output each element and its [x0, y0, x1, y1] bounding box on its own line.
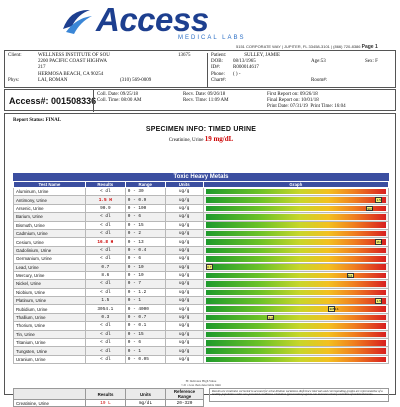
table-row [14, 297, 389, 305]
range-gradient-bar [206, 231, 386, 237]
first-report-date: 09/26/18 [299, 92, 318, 97]
test-result: < dl [85, 229, 125, 237]
test-name: Thallium, Urine [14, 313, 86, 321]
range-gradient-bar [206, 222, 386, 228]
test-range: 0 - 0.1 [125, 322, 165, 330]
test-result: 0.7 [85, 263, 125, 271]
test-name: Bismuth, Urine [14, 221, 86, 229]
patient-name: SULLEY, JAMIE [244, 53, 280, 58]
test-result: 1.5 [85, 297, 125, 305]
interpretation-note: Results are creatinine corrected to account for urine dilution variations. Reference intervals and corresponding graphs are representative of a healthy population under non-provoked conditions. Chelation (provocation) agents can increase urinary excretion of metals/elements. [209, 388, 389, 402]
test-range: 0 - 15 [125, 221, 165, 229]
test-result: 8.6 [85, 271, 125, 279]
test-result: < dl [85, 188, 125, 196]
range-gradient-bar [206, 357, 386, 363]
report-dates: First Report on: 09/26/18 Final Report on: 10/01/18 Print Date: 07/31/19 Print Time: 16:04 [267, 92, 346, 110]
range-gradient-bar [206, 189, 386, 195]
test-name: Cadmium, Urine [14, 229, 86, 237]
range-gradient-bar [206, 197, 386, 203]
range-gradient-bar [206, 206, 386, 212]
test-units: ug/g [165, 339, 203, 347]
range-gradient-bar [206, 340, 386, 346]
test-result: 0.3 [85, 313, 125, 321]
test-result: < dl [85, 255, 125, 263]
test-graph [203, 204, 388, 212]
test-range: 0 - 13 [125, 238, 165, 246]
result-marker: 16.8 [376, 240, 383, 245]
test-result: < dl [85, 355, 125, 363]
column-header-range: Range [125, 182, 165, 188]
client-city: HERMOSA BEACH, CA 90254 [38, 71, 104, 77]
table-row [14, 305, 389, 313]
lab-address-line: 5151 CORPORATE WAY | JUPITER, FL 33458-3101 | (866) 720-8386 Page 1 [236, 44, 378, 50]
test-range: 0 - 0.4 [125, 246, 165, 254]
table-row [14, 221, 389, 229]
swoosh-logo-icon [60, 4, 94, 38]
footnote-dl: < dl = less than detectable limit [180, 383, 222, 387]
table-row [14, 204, 389, 212]
client-address-1: 2200 PACIFIC COAST HIGHWA [38, 59, 108, 65]
test-result: < dl [85, 280, 125, 288]
test-range: 0 - 7 [125, 280, 165, 288]
test-graph [203, 322, 388, 330]
table-row [14, 229, 389, 237]
test-units: ug/g [165, 288, 203, 296]
result-marker: 0.7 [207, 265, 212, 270]
test-name: Germanium, Urine [14, 255, 86, 263]
table-row [14, 347, 389, 355]
creatinine-table [13, 388, 204, 407]
test-units: ug/g [165, 297, 203, 305]
table-row [14, 246, 389, 254]
range-gradient-bar [206, 239, 386, 245]
specimen-title: SPECIMEN INFO: TIMED URINE [145, 126, 257, 133]
test-name: Aluminum, Urine [14, 188, 86, 196]
table-row [14, 322, 389, 330]
test-name: Mercury, Urine [14, 271, 86, 279]
result-marker: 3054.1 [329, 307, 339, 312]
test-name: Gadolinium, Urine [14, 246, 86, 254]
client-name: WELLNESS INSTITUTE OF SOU [38, 53, 110, 58]
received-info: Recv. Date: 09/26/18 Recv. Time: 11:09 AM [183, 92, 229, 104]
range-gradient-bar [206, 332, 386, 338]
collection-info: Coll. Date: 09/25/18 Coll. Time: 08:00 AM [97, 92, 142, 104]
collection-date: 09/25/18 [120, 92, 138, 97]
brand-subtitle: MEDICAL LABS [178, 35, 246, 41]
test-units: ug/g [165, 330, 203, 338]
page-label: Page 1 [361, 44, 378, 50]
test-range: 0 - 6 [125, 255, 165, 263]
test-graph [203, 246, 388, 254]
test-units: ug/g [165, 263, 203, 271]
test-units: ug/g [165, 213, 203, 221]
test-result: < dl [85, 347, 125, 355]
column-header-graph: Graph [203, 182, 388, 188]
creatinine-summary: Creatinine, Urine 19 mg/dL [168, 135, 234, 143]
test-result: < dl [85, 330, 125, 338]
creatinine-value: 19 mg/dL [204, 135, 234, 143]
range-gradient-bar [206, 273, 386, 279]
test-name: Niobium, Urine [14, 288, 86, 296]
column-header-results: Results [85, 182, 125, 188]
received-date: 09/26/18 [207, 92, 226, 97]
column-header: Reference Range [166, 389, 204, 400]
test-units: ug/g [165, 238, 203, 246]
test-range: 0 - 1 [125, 297, 165, 305]
table-row [14, 271, 389, 279]
patient-phone: ( ) - [233, 71, 241, 77]
range-gradient-bar [206, 264, 386, 270]
test-graph [203, 213, 388, 221]
test-name: Cesium, Urine [14, 238, 86, 246]
test-range: 0 - 0.9 [125, 196, 165, 204]
test-units: ug/g [165, 246, 203, 254]
test-range: 0 - 4000 [125, 305, 165, 313]
test-graph [203, 330, 388, 338]
test-result: < dl [85, 213, 125, 221]
test-range: 0 - 10 [125, 263, 165, 271]
result-marker: 90.9 [367, 206, 374, 211]
test-graph [203, 288, 388, 296]
test-units: ug/g [165, 229, 203, 237]
test-result: < dl [85, 288, 125, 296]
range-gradient-bar [206, 214, 386, 220]
range-gradient-bar [206, 323, 386, 329]
test-result: < dl [85, 246, 125, 254]
test-name: Uranium, Urine [14, 355, 86, 363]
table-row [14, 288, 389, 296]
result-marker: 0.3 [268, 315, 273, 320]
result-marker: 1.5 [376, 298, 381, 303]
test-range: 0 - 2 [125, 229, 165, 237]
column-header: Units [126, 389, 166, 400]
column-header: Results [86, 389, 126, 400]
test-units: ug/g [165, 196, 203, 204]
table-row [14, 213, 389, 221]
test-name: Barium, Urine [14, 213, 86, 221]
test-units: ug/g [165, 313, 203, 321]
test-name: Lead, Urine [14, 263, 86, 271]
test-range: 0 - 100 [125, 204, 165, 212]
brand-logo [60, 2, 270, 42]
report-body [4, 113, 396, 406]
test-graph [203, 263, 388, 271]
test-units: ug/g [165, 347, 203, 355]
table-row [14, 280, 389, 288]
test-graph [203, 339, 388, 347]
collection-time: 08:00 AM [121, 98, 142, 104]
patient-details: Patient: SULLEY, JAMIE DOB: 08/13/1965 Age:53 Sex: F ID#: R000014617 Phone: ( ) - Chart#: Room#: [207, 53, 397, 87]
column-header-units: Units [165, 182, 203, 188]
test-graph [203, 297, 388, 305]
test-range: 0 - 15 [125, 330, 165, 338]
test-name: Tungsten, Urine [14, 347, 86, 355]
range-gradient-bar [206, 281, 386, 287]
print-time: 16:04 [334, 104, 346, 110]
section-header-toxic-metals: Toxic Heavy Metals [13, 173, 389, 181]
brand-name: Access [96, 1, 209, 38]
test-result: < dl [85, 339, 125, 347]
range-gradient-bar [206, 298, 386, 304]
test-range: 0 - 1 [125, 347, 165, 355]
report-status: Report Status: FINAL [13, 118, 62, 123]
test-units: ug/g [165, 271, 203, 279]
column-header [14, 389, 86, 400]
table-row [14, 263, 389, 271]
range-gradient-bar [206, 290, 386, 296]
range-gradient-bar [206, 256, 386, 262]
test-graph [203, 347, 388, 355]
test-units: ug/g [165, 255, 203, 263]
test-result: 16.8 H [85, 238, 125, 246]
test-graph [203, 196, 388, 204]
table-row [14, 339, 389, 347]
physician-name: LAI, ROMAN [38, 77, 68, 83]
result-marker: 8.6 [347, 273, 353, 278]
test-result: < dl [85, 322, 125, 330]
test-graph [203, 271, 388, 279]
patient-dob: 08/13/1965 [233, 59, 256, 65]
range-gradient-bar [206, 248, 386, 254]
test-units: ug/g [165, 305, 203, 313]
client-info: Client: WELLNESS INSTITUTE OF SOU 13675 2200 PACIFIC COAST HIGHWA 217 HERMOSA BEACH, CA 90254 Phys: LAI, ROMAN (310) 569-0009 [8, 53, 191, 83]
test-name: Rubidium, Urine [14, 305, 86, 313]
patient-sex: F [375, 59, 378, 65]
test-units: ug/g [165, 280, 203, 288]
test-result: 1.5 H [85, 196, 125, 204]
test-units: ug/g [165, 204, 203, 212]
footnote-high: H: Indicates High Value [185, 379, 217, 383]
test-result: < dl [85, 221, 125, 229]
test-name: Tin, Urine [14, 330, 86, 338]
table-row [14, 188, 389, 196]
test-name: Platinum, Urine [14, 297, 86, 305]
test-graph [203, 280, 388, 288]
column-header-test-name: Test Name [14, 182, 86, 188]
client-address-2: 217 [38, 65, 46, 71]
test-range: 0 - 0.7 [125, 313, 165, 321]
table-row [14, 313, 389, 321]
range-gradient-bar [206, 306, 386, 312]
table-row: Creatinine, Urine 19 L mg/dL 20-320 [14, 400, 204, 407]
test-units: ug/g [165, 322, 203, 330]
accession-number: Access#: 001508336 [9, 96, 97, 106]
result-marker: 1.5 [376, 198, 381, 203]
received-time: 11:09 AM [208, 98, 229, 104]
test-name: Arsenic, Urine [14, 204, 86, 212]
table-row [14, 355, 389, 363]
test-name: Titanium, Urine [14, 339, 86, 347]
test-units: ug/g [165, 188, 203, 196]
test-graph [203, 238, 388, 246]
table-row [14, 330, 389, 338]
test-range: 0 - 0.05 [125, 355, 165, 363]
test-range: 0 - 10 [125, 271, 165, 279]
test-graph [203, 313, 388, 321]
test-units: ug/g [165, 221, 203, 229]
range-gradient-bar [206, 348, 386, 354]
final-report-date: 10/01/18 [301, 98, 319, 104]
test-range: 0 - 30 [125, 188, 165, 196]
test-graph [203, 229, 388, 237]
physician-phone: (310) 569-0009 [120, 77, 152, 83]
test-graph [203, 221, 388, 229]
client-id: 13675 [178, 53, 191, 58]
print-date: 07/31/19 [290, 104, 308, 110]
metals-table [13, 181, 389, 364]
table-row [14, 255, 389, 263]
test-graph [203, 188, 388, 196]
test-range: 0 - 1.2 [125, 288, 165, 296]
test-result: 3054.1 [85, 305, 125, 313]
accession-box [4, 89, 396, 111]
table-row [14, 238, 389, 246]
test-name: Antimony, Urine [14, 196, 86, 204]
patient-info-box [4, 50, 396, 88]
test-range: 0 - 6 [125, 213, 165, 221]
test-graph [203, 355, 388, 363]
patient-age: 53 [320, 59, 326, 65]
patient-id: R000014617 [233, 65, 259, 71]
test-result: 90.9 [85, 204, 125, 212]
test-units: ug/g [165, 355, 203, 363]
test-graph [203, 255, 388, 263]
range-gradient-bar [206, 315, 386, 321]
table-row [14, 196, 389, 204]
test-name: Nickel, Urine [14, 280, 86, 288]
test-name: Thorium, Urine [14, 322, 86, 330]
test-graph [203, 305, 388, 313]
test-range: 0 - 6 [125, 339, 165, 347]
